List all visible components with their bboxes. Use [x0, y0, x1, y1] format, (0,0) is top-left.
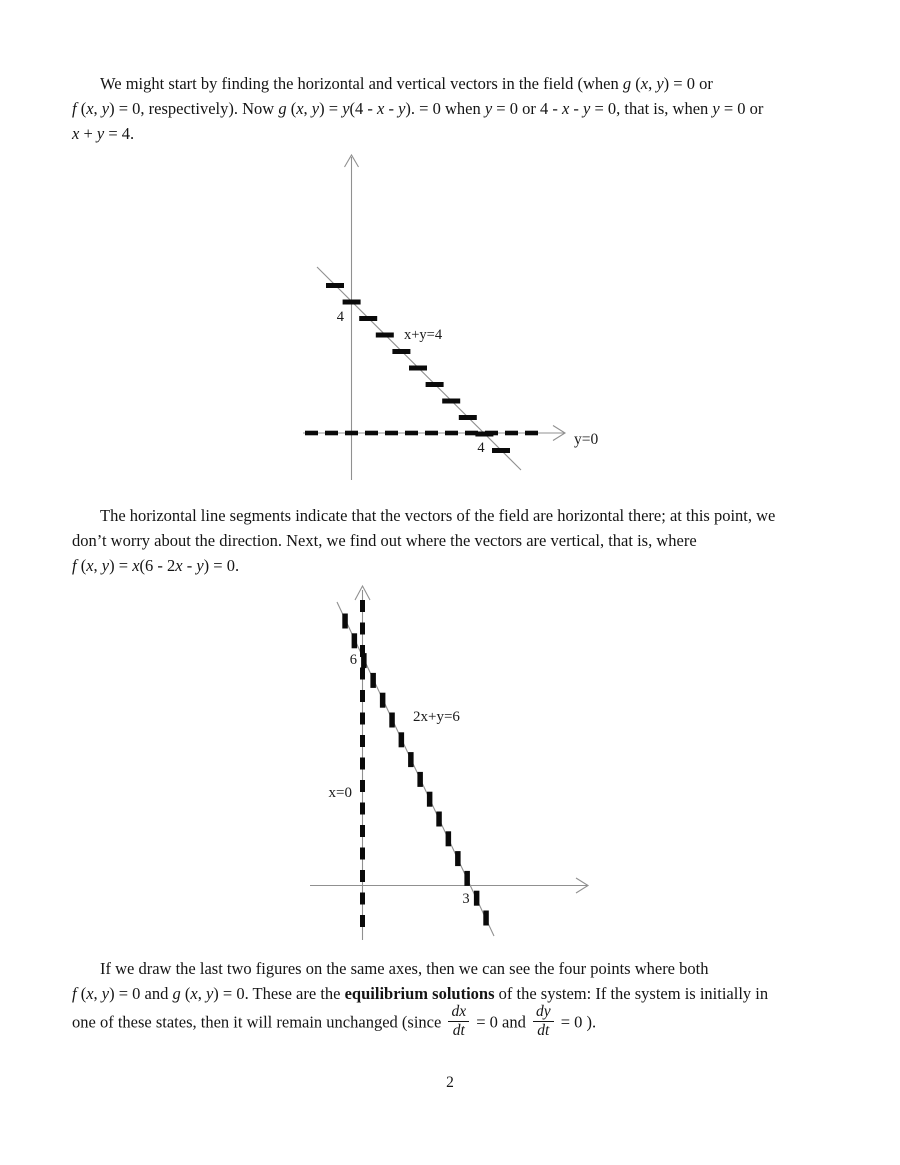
fig1-line-label: x+y=4: [404, 327, 443, 343]
paragraph-intro-horizontal-vectors: We might start by finding the horizontal and vertical vectors in the field (when g (x, y) = 0 or f (x, y) = 0, respectively). Now g (x, y) = y(4 - x - y). = 0 when y = 0 or 4 - x - y = 0, that is, when y = 0 or x + y = 4.: [72, 74, 764, 143]
fig2-yaxis-vector-dashes: [360, 600, 365, 927]
paragraph-equilibrium-solutions: If we draw the last two figures on the same axes, then we can see the four points where both f (x, y) = 0 and g (x, y) = 0. These are the equilibrium solutions of the system: If the system is initially in one of these states, then it will remain unchanged (since $\frac{dx}{dt}$ = 0 and $\frac{dy}{dt}$ = 0 ).: [72, 959, 769, 1040]
figure-horizontal-vectors: [298, 148, 620, 488]
fraction: $\frac{dx}{dt}$: [448, 1004, 469, 1040]
fig1-horizontal-vector-dashes: [326, 283, 510, 453]
fig1-x-intercept-label: 4: [477, 440, 485, 456]
fig2-y-intercept-label: 6: [349, 652, 357, 668]
fig2-axis-label: x=0: [328, 785, 352, 801]
figure-vertical-vectors: [305, 578, 605, 945]
page-number: 2: [446, 1074, 454, 1091]
fig1-axis-label: y=0: [574, 431, 599, 448]
paragraph-vertical-vectors: The horizontal line segments indicate that the vectors of the field are horizontal there; at this point, we don’t worry about the direction. Next, we find out where the vectors are vertical, that is, where f (x, y) = x(6 - 2x - y) = 0.: [72, 506, 776, 575]
fraction: $\frac{dy}{dt}$: [533, 1004, 554, 1040]
fig2-x-intercept-label: 3: [462, 891, 470, 907]
fig2-line-label: 2x+y=6: [413, 709, 460, 725]
fig1-y-intercept-label: 4: [336, 309, 344, 325]
